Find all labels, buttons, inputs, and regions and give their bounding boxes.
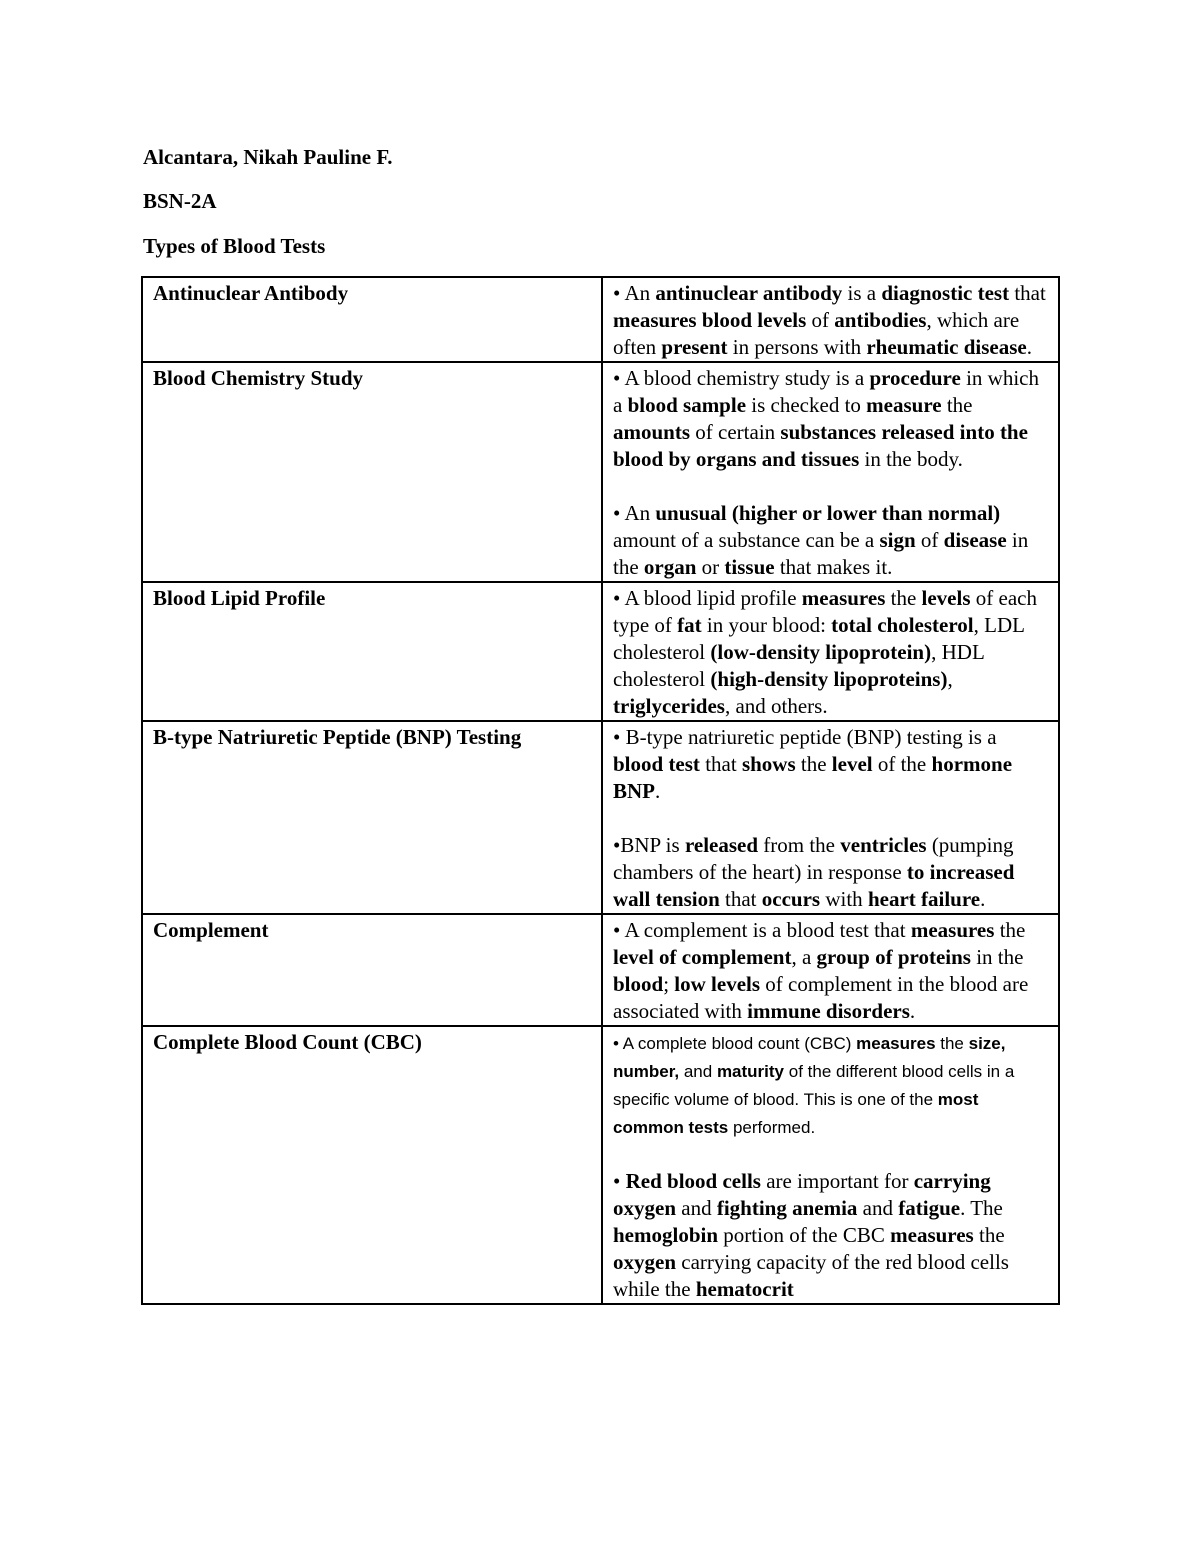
- student-name: Alcantara, Nikah Pauline F.: [143, 145, 393, 169]
- test-name-cell: Blood Lipid Profile: [142, 582, 602, 721]
- description-paragraph: [613, 365, 1050, 473]
- bold-text-segment: blood test: [613, 752, 700, 776]
- bold-text-segment: level of complement: [613, 945, 792, 969]
- text-segment: of each type of: [613, 586, 1037, 637]
- bold-text-segment: maturity: [716, 1062, 785, 1081]
- text-segment: that: [1009, 281, 1046, 305]
- bold-text-segment: to increased wall tension: [613, 860, 1015, 911]
- text-segment: of the: [872, 752, 932, 776]
- test-description-cell: [602, 1026, 1059, 1304]
- text-segment: • An: [613, 501, 656, 525]
- bold-text-segment: occurs: [761, 887, 821, 911]
- blood-tests-table: [141, 276, 1060, 1305]
- document-title: Types of Blood Tests: [143, 234, 326, 258]
- class-section: BSN-2A: [143, 189, 217, 213]
- bold-text-segment: level: [831, 752, 873, 776]
- table-row: [142, 277, 1059, 362]
- bold-text-segment: most common tests: [613, 1090, 979, 1137]
- text-segment: of: [915, 528, 944, 552]
- bold-text-segment: present: [661, 335, 728, 359]
- bold-text-segment: oxygen: [613, 1250, 676, 1274]
- text-segment: ;: [663, 972, 675, 996]
- text-segment: , LDL cholesterol: [613, 613, 1025, 664]
- test-description-cell: [602, 362, 1059, 582]
- text-segment: • A blood chemistry study is a: [613, 366, 870, 390]
- text-segment: ,: [947, 667, 953, 691]
- text-segment: is a: [842, 281, 882, 305]
- test-description-cell: [602, 582, 1059, 721]
- text-segment: that: [699, 752, 742, 776]
- blood-tests-table-body: [142, 277, 1059, 1304]
- description-paragraph: [613, 585, 1050, 720]
- bold-text-segment: carrying oxygen: [613, 1169, 991, 1220]
- bold-text-segment: sign: [879, 528, 916, 552]
- table-row: [142, 914, 1059, 1026]
- text-segment: portion of the CBC: [718, 1223, 891, 1247]
- text-segment: performed.: [728, 1118, 816, 1137]
- test-name-cell: Antinuclear Antibody: [142, 277, 602, 362]
- bold-text-segment: blood sample: [627, 393, 747, 417]
- bold-text-segment: organ: [643, 555, 697, 579]
- text-segment: or: [696, 555, 725, 579]
- bold-text-segment: antibodies: [834, 308, 927, 332]
- text-segment: and: [679, 1062, 717, 1081]
- description-paragraph: [613, 917, 1050, 1025]
- text-segment: • A blood lipid profile: [613, 586, 802, 610]
- bold-text-segment: heart failure: [867, 887, 981, 911]
- bold-text-segment: rheumatic disease: [866, 335, 1027, 359]
- text-segment: • A complete blood count (CBC): [613, 1034, 857, 1053]
- bold-text-segment: measures blood levels: [613, 308, 807, 332]
- test-description-cell: [602, 914, 1059, 1026]
- bold-text-segment: hormone BNP: [613, 752, 1013, 803]
- text-segment: • B-type natriuretic peptide (BNP) testing is a: [613, 725, 997, 749]
- bold-text-segment: released: [684, 833, 759, 857]
- text-segment: the: [935, 1034, 969, 1053]
- description-paragraph: [613, 832, 1050, 913]
- text-segment: in the body.: [859, 447, 963, 471]
- text-segment: and: [676, 1196, 717, 1220]
- text-segment: of certain: [690, 420, 781, 444]
- text-segment: carrying capacity of the red blood cells while the: [613, 1250, 1009, 1301]
- text-segment: • A complement is a blood test that: [613, 918, 911, 942]
- bold-text-segment: diagnostic test: [881, 281, 1010, 305]
- bold-text-segment: measure: [866, 393, 942, 417]
- bold-text-segment: blood: [613, 972, 664, 996]
- test-name-cell: Blood Chemistry Study: [142, 362, 602, 582]
- bold-text-segment: measures: [801, 586, 886, 610]
- text-segment: of complement in the blood are associated with: [613, 972, 1029, 1023]
- text-segment: , HDL cholesterol: [613, 640, 984, 691]
- text-segment: in the: [613, 528, 1029, 579]
- test-name-cell: Complete Blood Count (CBC): [142, 1026, 602, 1304]
- bold-text-segment: substances released into the blood by organs and tissues: [613, 420, 1028, 471]
- test-description-cell: [602, 721, 1059, 914]
- bold-text-segment: Red blood cells: [625, 1169, 761, 1193]
- test-name-cell: Complement: [142, 914, 602, 1026]
- text-segment: amount of a substance can be a: [613, 528, 880, 552]
- text-segment: the: [973, 1223, 1005, 1247]
- text-segment: •: [613, 1169, 626, 1193]
- description-paragraph: [613, 500, 1050, 581]
- text-segment: (pumping chambers of the heart) in response: [613, 833, 1014, 884]
- text-segment: that makes it.: [774, 555, 893, 579]
- text-segment: and: [857, 1196, 899, 1220]
- text-segment: .: [909, 999, 916, 1023]
- table-row: [142, 582, 1059, 721]
- test-name-cell: B-type Natriuretic Peptide (BNP) Testing: [142, 721, 602, 914]
- text-segment: of the different blood cells in a specific volume of blood. This is one of the: [613, 1062, 1015, 1109]
- text-segment: the: [994, 918, 1026, 942]
- bold-text-segment: measures: [890, 1223, 974, 1247]
- bold-text-segment: hematocrit: [695, 1277, 794, 1301]
- table-row: [142, 721, 1059, 914]
- text-segment: the: [885, 586, 922, 610]
- text-segment: • An: [613, 281, 656, 305]
- text-segment: the: [795, 752, 832, 776]
- text-segment: .: [980, 887, 986, 911]
- text-segment: . The: [960, 1196, 1003, 1220]
- bold-text-segment: antinuclear antibody: [655, 281, 843, 305]
- bold-text-segment: hemoglobin: [613, 1223, 719, 1247]
- bold-text-segment: levels: [921, 586, 971, 610]
- text-segment: that: [719, 887, 762, 911]
- bold-text-segment: (high-density lipoproteins): [710, 667, 948, 691]
- bold-text-segment: group of proteins: [816, 945, 971, 969]
- text-segment: .: [1026, 335, 1032, 359]
- bold-text-segment: amounts: [613, 420, 691, 444]
- text-segment: .: [655, 779, 661, 803]
- test-description-cell: [602, 277, 1059, 362]
- text-segment: the: [941, 393, 973, 417]
- bold-text-segment: measures: [856, 1034, 936, 1053]
- bold-text-segment: disease: [943, 528, 1007, 552]
- text-segment: in persons with: [727, 335, 867, 359]
- text-segment: are important for: [760, 1169, 914, 1193]
- description-paragraph: [613, 724, 1050, 805]
- bold-text-segment: measures: [910, 918, 995, 942]
- bold-text-segment: shows: [741, 752, 796, 776]
- bold-text-segment: low levels: [674, 972, 761, 996]
- text-segment: , a: [791, 945, 817, 969]
- text-segment: , and others.: [724, 694, 828, 718]
- description-paragraph: [613, 1029, 1050, 1141]
- bold-text-segment: triglycerides: [613, 694, 725, 718]
- text-segment: is checked to: [746, 393, 867, 417]
- bold-text-segment: immune disorders: [747, 999, 910, 1023]
- text-segment: from the: [758, 833, 841, 857]
- text-segment: in the: [970, 945, 1024, 969]
- bold-text-segment: fat: [677, 613, 702, 637]
- bold-text-segment: unusual (higher or lower than normal): [655, 501, 1001, 525]
- bold-text-segment: size, number,: [613, 1034, 1006, 1081]
- bold-text-segment: tissue: [724, 555, 775, 579]
- text-segment: •BNP is: [613, 833, 685, 857]
- description-paragraph: [613, 280, 1050, 361]
- text-segment: in which a: [613, 366, 1039, 417]
- table-row: [142, 1026, 1059, 1304]
- bold-text-segment: (low-density lipoprotein): [710, 640, 932, 664]
- bold-text-segment: fatigue: [898, 1196, 961, 1220]
- bold-text-segment: ventricles: [840, 833, 927, 857]
- description-paragraph: [613, 1168, 1050, 1303]
- text-segment: with: [820, 887, 868, 911]
- text-segment: in your blood:: [701, 613, 832, 637]
- bold-text-segment: procedure: [869, 366, 961, 390]
- bold-text-segment: total cholesterol: [831, 613, 974, 637]
- text-segment: of: [806, 308, 835, 332]
- bold-text-segment: fighting anemia: [716, 1196, 858, 1220]
- table-row: [142, 362, 1059, 582]
- text-segment: , which are often: [613, 308, 1020, 359]
